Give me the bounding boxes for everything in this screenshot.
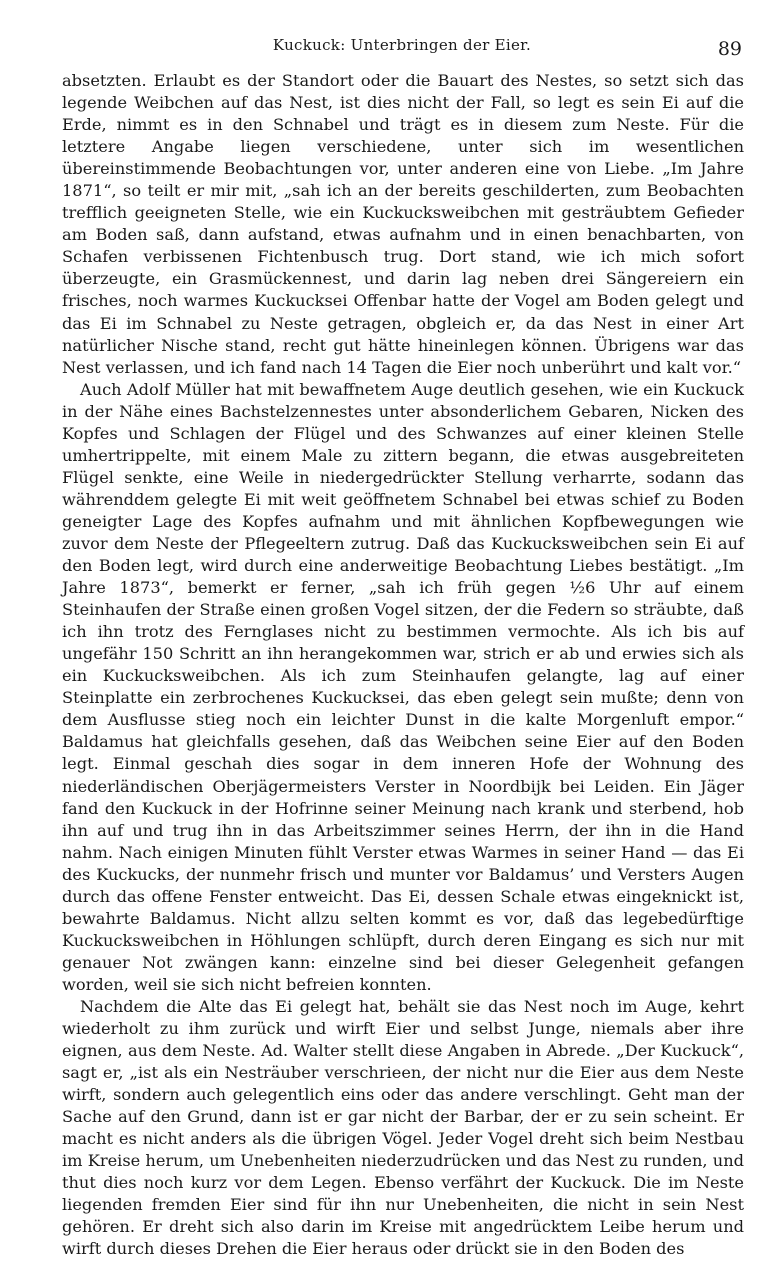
body-text — [62, 70, 744, 1261]
page-header — [62, 34, 742, 58]
page-number: 89 — [717, 38, 742, 60]
paragraph: Nachdem die Alte das Ei gelegt hat, behält sie das Nest noch im Auge, kehrt wiederholt zu ihm zurück und wirft Eier und selbst Junge, niemals aber ihre eignen, aus dem Neste. Ad. Walter stellt diese Angaben in Abrede. „Der Kuckuck“, sagt er, „ist als ein Nesträuber verschrieen, der nicht nur die Eier aus dem Neste wirft, sondern auch gelegentlich eins oder das andere verschlingt. Geht man der Sache auf den Grund, dann ist er gar nicht der Barbar, der er zu sein scheint. Er macht es nicht anders als die übrigen Vögel. Jeder Vogel dreht sich beim Nestbau im Kreise herum, um Unebenheiten niederzudrücken und das Nest zu runden, und thut dies noch kurz vor dem Legen. Ebenso verfährt der Kuckuck. Die im Neste liegenden fremden Eier sind für ihn nur Unebenheiten, die nicht in sein Nest gehören. Er dreht sich also darin im Kreise mit angedrücktem Leibe herum und wirft durch dieses Drehen die Eier heraus oder drückt sie in den Boden des — [62, 996, 744, 1259]
paragraph: Auch Adolf Müller hat mit bewaffnetem Auge deutlich gesehen, wie ein Kuckuck in der Nähe eines Bachstelzennestes unter absonderlichem Gebaren, Nicken des Kopfes und Schlagen der Flügel und des Schwanzes auf einer kleinen Stelle umhertrippelte, mit einem Male zu zittern begann, die etwas ausgebreiteten Flügel senkte, eine Weile in niedergedrückter Stellung verharrte, sodann das währenddem gelegte Ei mit weit geöffnetem Schnabel bei etwas schief zu Boden geneigter Lage des Kopfes aufnahm und mit ähnlichen Kopfbewegungen wie zuvor dem Neste der Pflegeeltern zutrug. Daß das Kuckucksweibchen sein Ei auf den Boden legt, wird durch eine anderweitige Beobachtung Liebes bestätigt. „Im Jahre 1873“, bemerkt er ferner, „sah ich früh gegen ½6 Uhr auf einem Steinhaufen der Straße einen großen Vogel sitzen, der die Federn so sträubte, daß ich ihn trotz des Fernglases nicht zu bestimmen vermochte. Als ich bis auf ungefähr 150 Schritt an ihn herangekommen war, strich er ab und erwies sich als ein Kuckucksweibchen. Als ich zum Steinhaufen gelangte, lag auf einer Steinplatte ein zerbrochenes Kuckucksei, das eben gelegt sein mußte; denn von dem Ausflusse stieg noch ein leichter Dunst in die kalte Morgenluft empor.“ Baldamus hat gleichfalls gesehen, daß das Weibchen seine Eier auf den Boden legt. Einmal geschah dies sogar in dem inneren Hofe der Wohnung des niederländischen Oberjägermeisters Verster in Noordbijk bei Leiden. Ein Jäger fand den Kuckuck in der Hofrinne seiner Meinung nach krank und sterbend, hob ihn auf und trug ihn in das Arbeitszimmer seines Herrn, der ihn in die Hand nahm. Nach einigen Minuten fühlt Verster etwas Warmes in seiner Hand — das Ei des Kuckucks, der nunmehr frisch und munter vor Baldamus’ und Versters Augen durch das offene Fenster entweicht. Das Ei, dessen Schale etwas eingeknickt ist, bewahrte Baldamus. Nicht allzu selten kommt es vor, daß das legebedürftige Kuckucksweibchen in Höhlungen schlüpft, durch deren Eingang es sich nur mit genauer Not zwängen kann: einzelne sind bei dieser Gelegenheit gefangen worden, weil sie sich nicht befreien konnten. — [62, 379, 744, 994]
running-head: Kuckuck: Unterbringen der Eier. — [272, 36, 532, 54]
paragraph: absetzten. Erlaubt es der Standort oder die Bauart des Nestes, so setzt sich das legende Weibchen auf das Nest, ist dies nicht der Fall, so legt es sein Ei auf die Erde, nimmt es in den Schnabel und trägt es in diesem zum Neste. Für die letztere Angabe liegen verschiedene, unter sich im wesentlichen übereinstimmende Beobachtungen vor, unter anderen eine von Liebe. „Im Jahre 1871“, so teilt er mir mit, „sah ich an der bereits geschilderten, zum Beobachten trefflich geeigneten Stelle, wie ein Kuckucksweibchen mit gesträubtem Gefieder am Boden saß, dann aufstand, etwas aufnahm und in einen benachbarten, von Schafen verbissenen Fichtenbusch trug. Dort stand, wie ich mich sofort überzeugte, ein Grasmückennest, und darin lag neben drei Sängereiern ein frisches, noch warmes Kuckucksei Offenbar hatte der Vogel am Boden gelegt und das Ei im Schnabel zu Neste getragen, obgleich er, da das Nest in einer Art natürlicher Nische stand, recht gut hätte hineinlegen können. Übrigens war das Nest verlassen, und ich fand nach 14 Tagen die Eier noch unberührt und kalt vor.“ — [62, 71, 744, 377]
